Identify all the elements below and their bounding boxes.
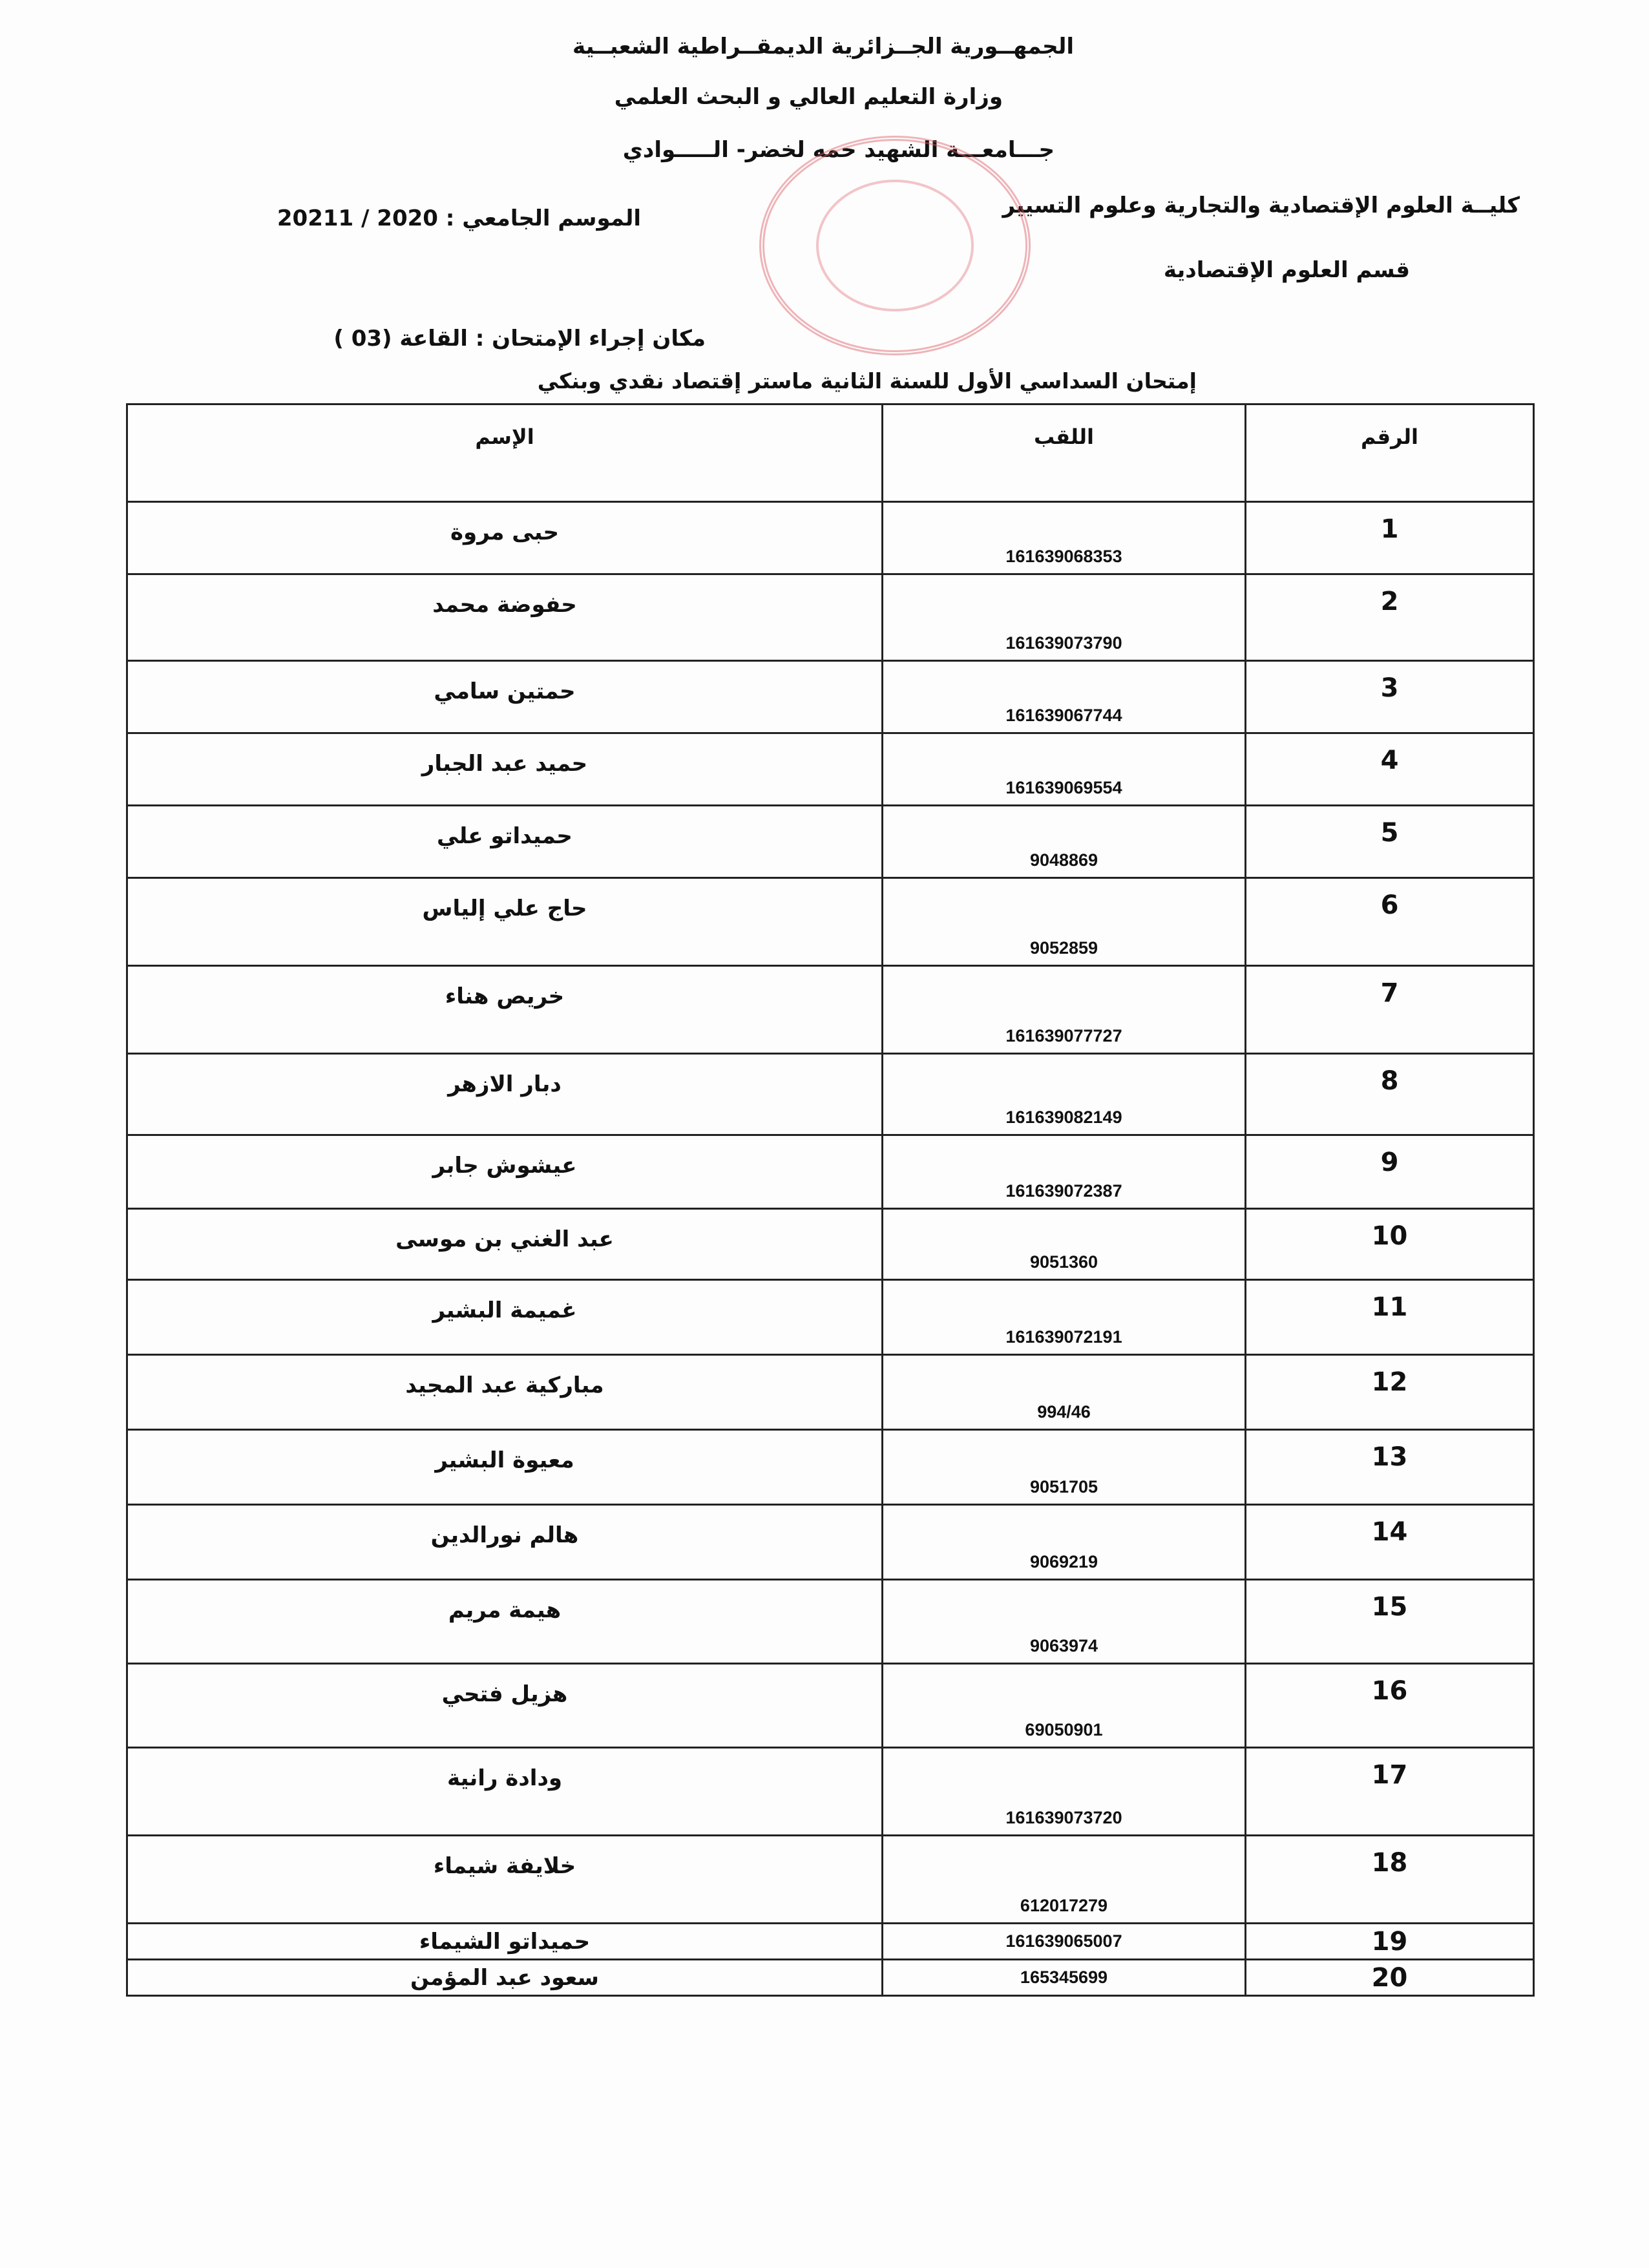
row-id: 9063974 — [883, 1580, 1246, 1664]
row-number: 1 — [1246, 502, 1534, 574]
row-id: 9048869 — [883, 806, 1246, 878]
header-name: الإسم — [127, 404, 883, 502]
row-name: حمتين سامي — [127, 661, 883, 733]
row-number: 5 — [1246, 806, 1534, 878]
row-number: 15 — [1246, 1580, 1534, 1664]
row-number: 12 — [1246, 1355, 1534, 1430]
row-number: 2 — [1246, 574, 1534, 661]
row-id: 994/46 — [883, 1355, 1246, 1430]
academic-season: الموسم الجامعي : 2020 / 20211 — [277, 205, 641, 231]
table-row — [127, 574, 1534, 661]
row-id: 161639069554 — [883, 733, 1246, 806]
row-id: 161639073790 — [883, 574, 1246, 661]
header-number: الرقم — [1246, 404, 1534, 502]
row-number: 3 — [1246, 661, 1534, 733]
row-name: عيشوش جابر — [127, 1135, 883, 1209]
row-name: حميداتو علي — [127, 806, 883, 878]
exam-place: مكان إجراء الإمتحان : القاعة (03 ) — [333, 326, 706, 352]
row-id: 161639077727 — [883, 966, 1246, 1054]
row-id: 161639072387 — [883, 1135, 1246, 1209]
row-name: خريص هناء — [127, 966, 883, 1054]
row-name: مباركية عبد المجيد — [127, 1355, 883, 1430]
row-name: سعود عبد المؤمن — [127, 1960, 883, 1996]
table-row — [127, 1748, 1534, 1836]
table-row — [127, 1355, 1534, 1430]
row-name: عبد الغني بن موسى — [127, 1209, 883, 1280]
republic-heading: الجمهــورية الجــزائرية الديمقــراطية الشعبــية — [572, 34, 1074, 59]
row-name: حاج علي إلياس — [127, 878, 883, 966]
table-row — [127, 1054, 1534, 1135]
row-name: ودادة رانية — [127, 1748, 883, 1836]
row-name: حفوضة محمد — [127, 574, 883, 661]
row-name: خلايفة شيماء — [127, 1836, 883, 1924]
faculty-heading: كليــة العلوم الإقتصادية والتجارية وعلوم التسيير — [1002, 193, 1520, 218]
row-number: 14 — [1246, 1505, 1534, 1580]
department-heading: قسم العلوم الإقتصادية — [1163, 257, 1410, 283]
table-row — [127, 1836, 1534, 1924]
table-row — [127, 878, 1534, 966]
row-name: حميد عبد الجبار — [127, 733, 883, 806]
row-name: حبى مروة — [127, 502, 883, 574]
table-row — [127, 966, 1534, 1054]
row-name: غميمة البشير — [127, 1280, 883, 1355]
university-heading: جـــامعـــة الشهيد حمه لخضر- الـــــوادي — [622, 137, 1055, 163]
row-number: 4 — [1246, 733, 1534, 806]
row-number: 8 — [1246, 1054, 1534, 1135]
row-name: دبار الازهر — [127, 1054, 883, 1135]
row-id: 69050901 — [883, 1664, 1246, 1748]
table-row — [127, 502, 1534, 574]
row-id: 9051705 — [883, 1430, 1246, 1505]
table-row — [127, 1209, 1534, 1280]
row-name: معيوة البشير — [127, 1430, 883, 1505]
table-row — [127, 806, 1534, 878]
table-row — [127, 733, 1534, 806]
table-row — [127, 1135, 1534, 1209]
row-id: 161639073720 — [883, 1748, 1246, 1836]
department-stamp-icon — [759, 136, 1031, 355]
row-number: 9 — [1246, 1135, 1534, 1209]
exam-title: إمتحان السداسي الأول للسنة الثانية ماستر إقتصاد نقدي وبنكي — [537, 368, 1197, 394]
header-surname: اللقب — [883, 404, 1246, 502]
row-number: 13 — [1246, 1430, 1534, 1505]
row-number: 16 — [1246, 1664, 1534, 1748]
row-id: 9069219 — [883, 1505, 1246, 1580]
table-header-row — [127, 404, 1534, 502]
student-roster-table — [126, 403, 1535, 1997]
row-number: 17 — [1246, 1748, 1534, 1836]
row-id: 161639082149 — [883, 1054, 1246, 1135]
row-id: 612017279 — [883, 1836, 1246, 1924]
table-row — [127, 1664, 1534, 1748]
table-row — [127, 661, 1534, 733]
row-id: 161639067744 — [883, 661, 1246, 733]
row-name: هزيل فتحي — [127, 1664, 883, 1748]
row-number: 18 — [1246, 1836, 1534, 1924]
table-row — [127, 1960, 1534, 1996]
row-id: 161639065007 — [883, 1924, 1246, 1960]
row-number: 19 — [1246, 1924, 1534, 1960]
row-number: 10 — [1246, 1209, 1534, 1280]
row-id: 165345699 — [883, 1960, 1246, 1996]
table-row — [127, 1430, 1534, 1505]
row-number: 7 — [1246, 966, 1534, 1054]
row-number: 20 — [1246, 1960, 1534, 1996]
row-number: 11 — [1246, 1280, 1534, 1355]
table-row — [127, 1505, 1534, 1580]
row-id: 9052859 — [883, 878, 1246, 966]
ministry-heading: وزارة التعليم العالي و البحث العلمي — [614, 84, 1003, 110]
table-row — [127, 1580, 1534, 1664]
row-name: هيمة مريم — [127, 1580, 883, 1664]
row-id: 161639072191 — [883, 1280, 1246, 1355]
table-row — [127, 1924, 1534, 1960]
table-row — [127, 1280, 1534, 1355]
row-id: 9051360 — [883, 1209, 1246, 1280]
row-name: حميداتو الشيماء — [127, 1924, 883, 1960]
row-name: هالم نورالدين — [127, 1505, 883, 1580]
row-number: 6 — [1246, 878, 1534, 966]
row-id: 161639068353 — [883, 502, 1246, 574]
